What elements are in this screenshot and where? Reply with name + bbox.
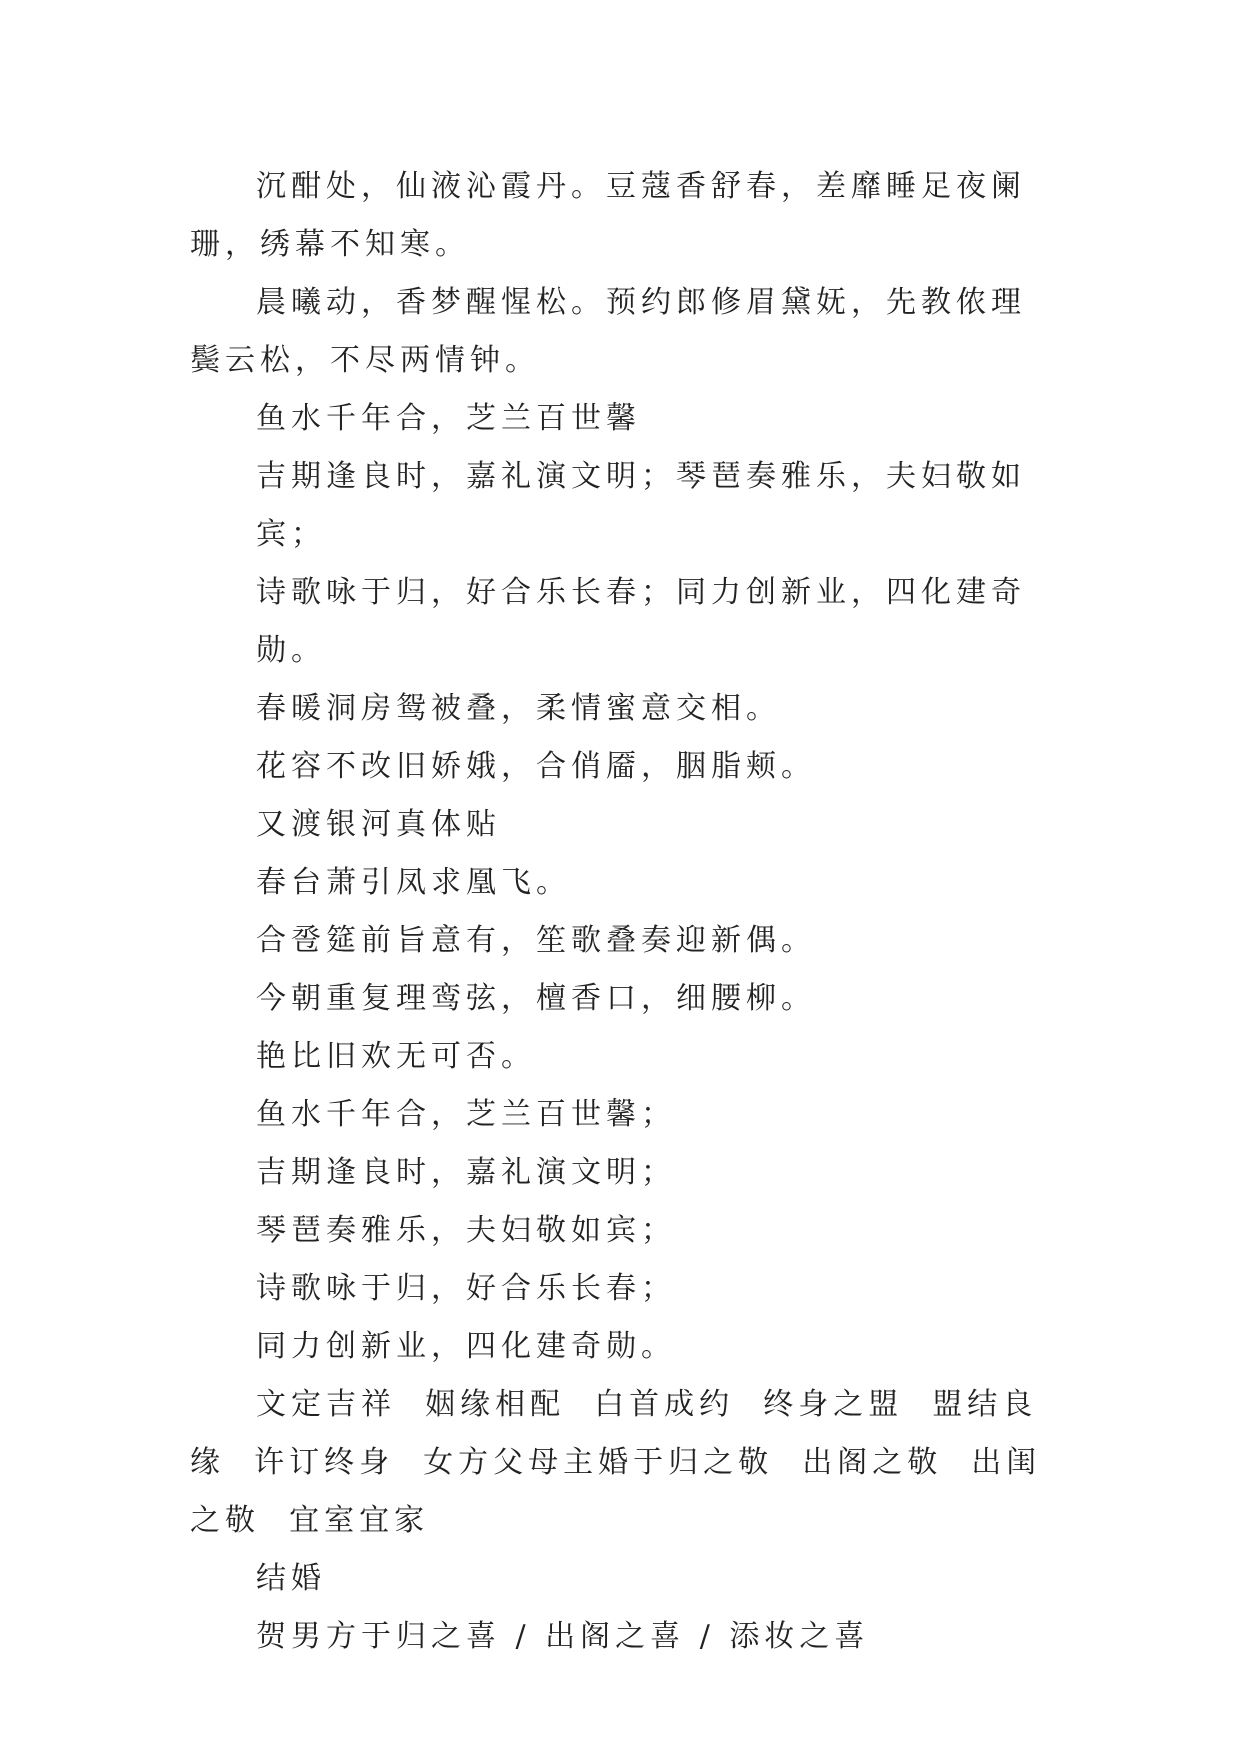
text-line: 同力创新业，四化建奇勋。 xyxy=(256,1329,676,1364)
paragraph: 沉酣处，仙液沁霞丹。豆蔻香舒春，差靡睡足夜阑珊，绣幕不知寒。 xyxy=(190,169,1026,262)
text-line: 鱼水千年合，芝兰百世馨； xyxy=(256,1097,676,1132)
text-line: 今朝重复理鸾弦，檀香口，细腰柳。 xyxy=(256,981,816,1016)
text-line: 吉期逢良时，嘉礼演文明；琴琶奏雅乐，夫妇敬如宾； xyxy=(256,459,1026,552)
text-line: 合卺筵前旨意有，笙歌叠奏迎新偶。 xyxy=(256,923,816,958)
text-line: 结婚 xyxy=(256,1561,326,1596)
text-line: 春暖洞房鸳被叠，柔情蜜意交相。 xyxy=(256,691,781,726)
document-body xyxy=(190,158,1060,1666)
text-line: 又渡银河真体贴 xyxy=(256,807,501,842)
text-line: 鱼水千年合，芝兰百世馨 xyxy=(256,401,641,436)
text-line: 贺男方于归之喜 / 出阁之喜 / 添妆之喜 xyxy=(256,1619,870,1654)
text-line: 诗歌咏于归，好合乐长春；同力创新业，四化建奇勋。 xyxy=(256,575,1026,668)
text-line: 艳比旧欢无可否。 xyxy=(256,1039,536,1074)
text-line: 琴琶奏雅乐，夫妇敬如宾； xyxy=(256,1213,676,1248)
text-line: 吉期逢良时，嘉礼演文明； xyxy=(256,1155,676,1190)
paragraph: 晨曦动，香梦醒惺松。预约郎修眉黛妩，先教侬理鬓云松，不尽两情钟。 xyxy=(190,285,1026,378)
phrases-paragraph: 文定吉祥 姻缘相配 白首成约 终身之盟 盟结良缘 许订终身 女方父母主婚于归之敬 出阁之敬 出闺之敬 宜室宜家 xyxy=(190,1387,1042,1538)
text-line: 花容不改旧娇娥，合俏靥，胭脂颊。 xyxy=(256,749,816,784)
text-line: 春台萧引凤求凰飞。 xyxy=(256,865,571,900)
text-line: 诗歌咏于归，好合乐长春； xyxy=(256,1271,676,1306)
